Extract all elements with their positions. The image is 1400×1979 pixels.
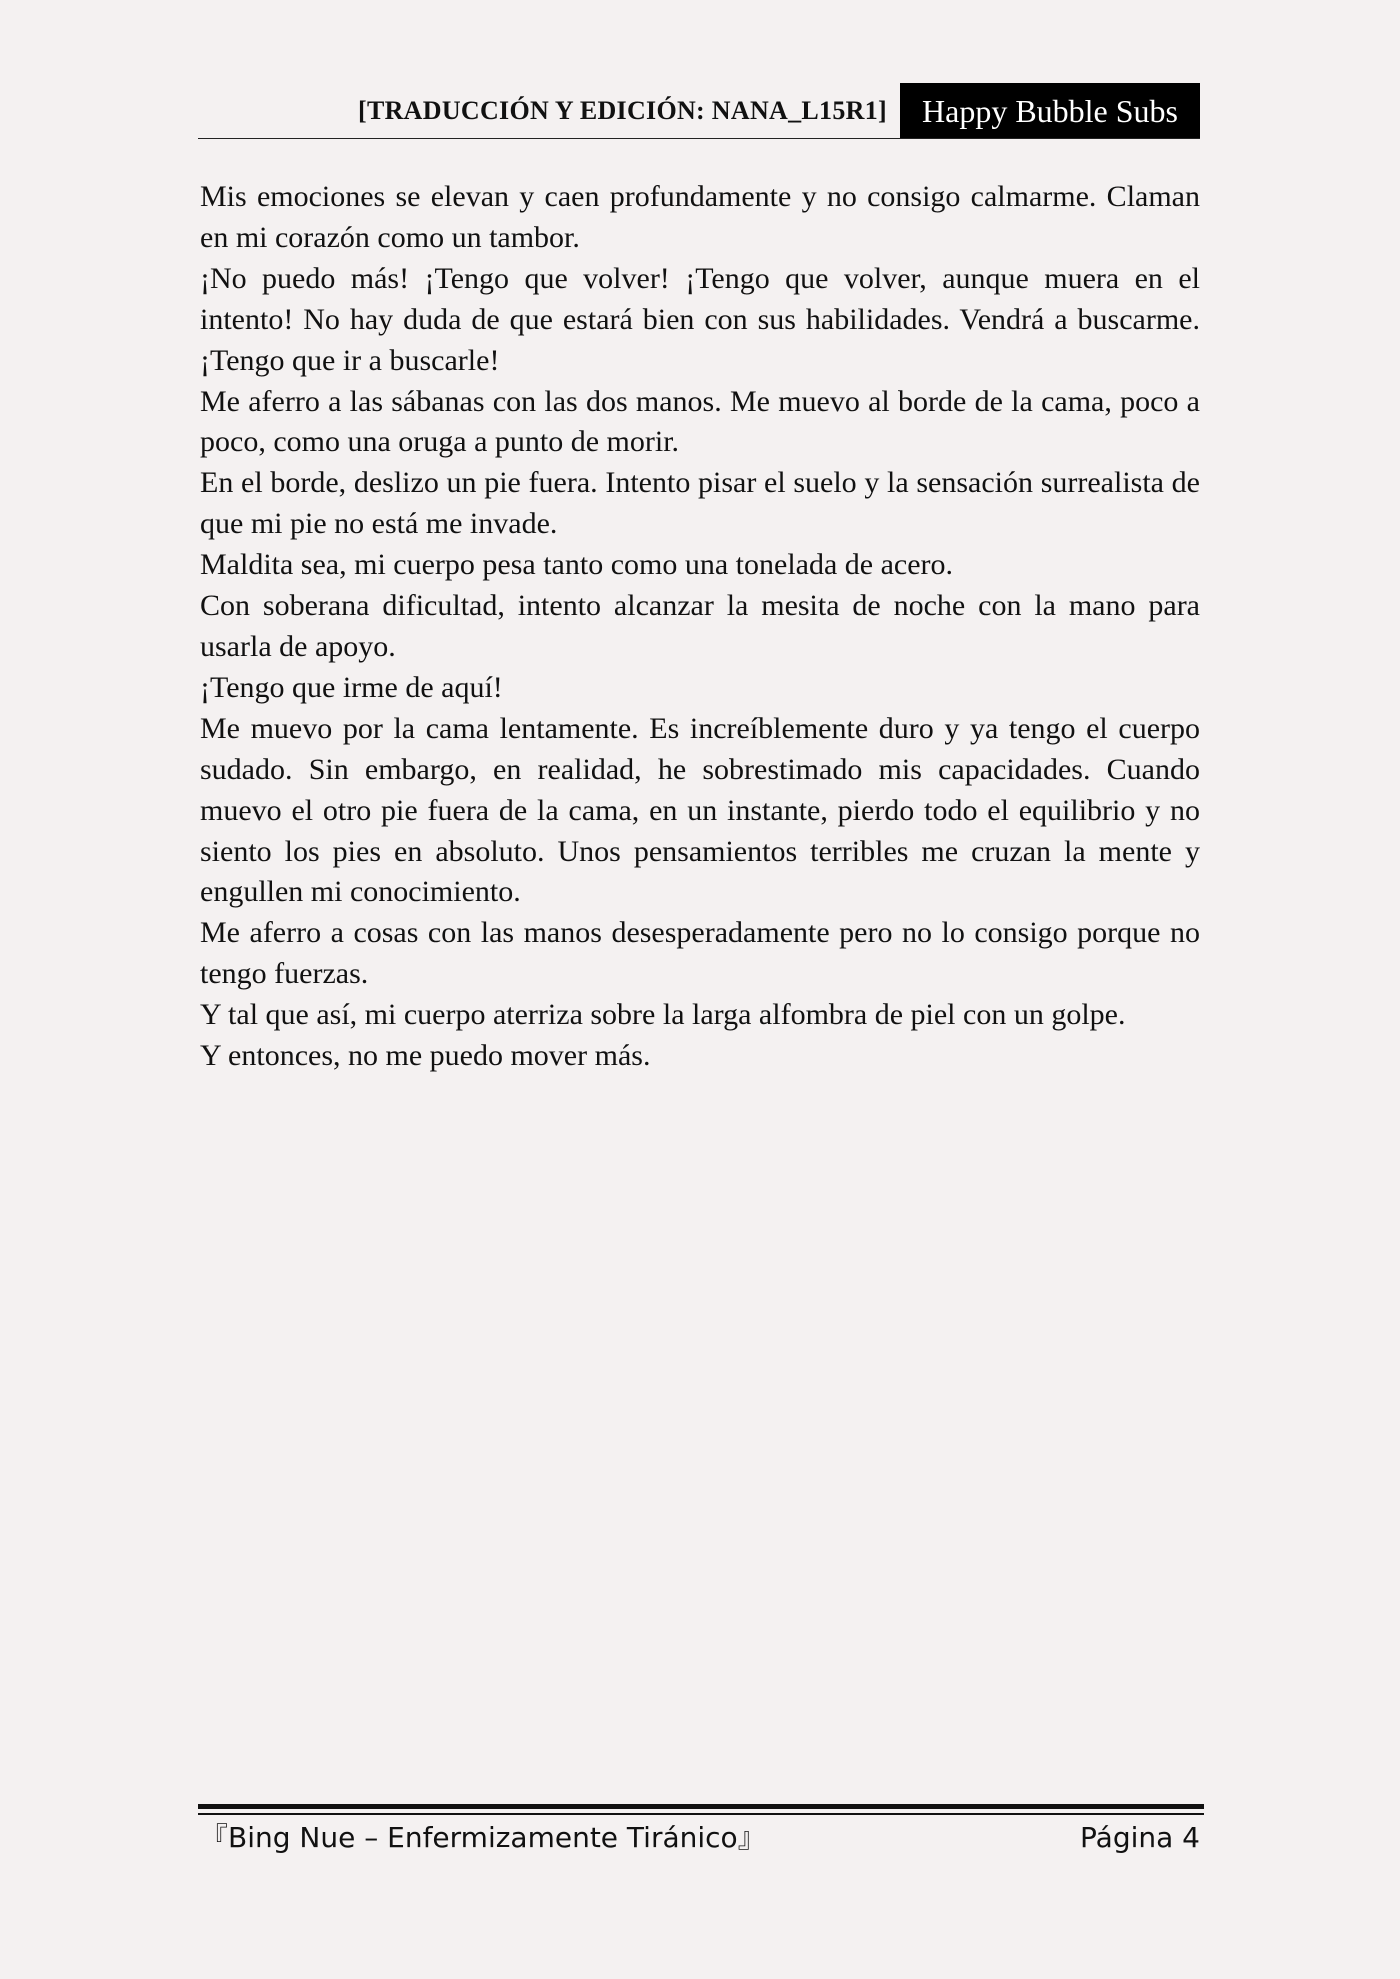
paragraph: Maldita sea, mi cuerpo pesa tanto como una tonelada de acero. (200, 548, 954, 582)
footer-book-title: 『Bing Nue – Enfermizamente Tiránico』 (200, 1821, 766, 1854)
paragraph: Me muevo por la cama lentamente. Es increíblemente duro y ya tengo el cuerpo sudado. Sin embargo, en realidad, he sobrestimado mis capacidades. Cuando muevo el otro pie fuera de la cama, en un instante, pierdo todo el equilibrio y no siento los pies en absoluto. Unos pensamientos terribles me cruzan la mente y engullen mi conocimiento. (200, 711, 1200, 909)
footer-divider-thick (198, 1804, 1204, 1809)
paragraph: Me aferro a cosas con las manos desesperadamente pero no lo consigo porque no tengo fuerzas. (200, 916, 1200, 991)
translation-credit: [TRADUCCIÓN Y EDICIÓN: NANA_L15R1] (358, 96, 887, 125)
paragraph: Me aferro a las sábanas con las dos manos. Me muevo al borde de la cama, poco a poco, como una oruga a punto de morir. (200, 384, 1200, 459)
page-number: Página 4 (1080, 1821, 1200, 1854)
body-text (200, 177, 1200, 1077)
paragraph: Y tal que así, mi cuerpo aterriza sobre la larga alfombra de piel con un golpe. (200, 998, 1126, 1032)
paragraph: ¡Tengo que irme de aquí! (200, 670, 503, 704)
paragraph: ¡No puedo más! ¡Tengo que volver! ¡Tengo que volver, aunque muera en el intento! No hay duda de que estará bien con sus habilidades. Vendrá a buscarme. ¡Tengo que ir a buscarle! (200, 261, 1200, 377)
footer-divider-thin (198, 1813, 1204, 1815)
paragraph: Mis emociones se elevan y caen profundamente y no consigo calmarme. Claman en mi corazón como un tambor. (200, 180, 1200, 254)
paragraph: Y entonces, no me puedo mover más. (200, 1039, 651, 1073)
brand-label: Happy Bubble Subs (900, 83, 1200, 139)
paragraph: Con soberana dificultad, intento alcanzar la mesita de noche con la mano para usarla de apoyo. (200, 589, 1200, 663)
paragraph: En el borde, deslizo un pie fuera. Intento pisar el suelo y la sensación surrealista de que mi pie no está me invade. (200, 466, 1200, 541)
page-header (198, 83, 1200, 139)
header-divider (198, 138, 1200, 140)
